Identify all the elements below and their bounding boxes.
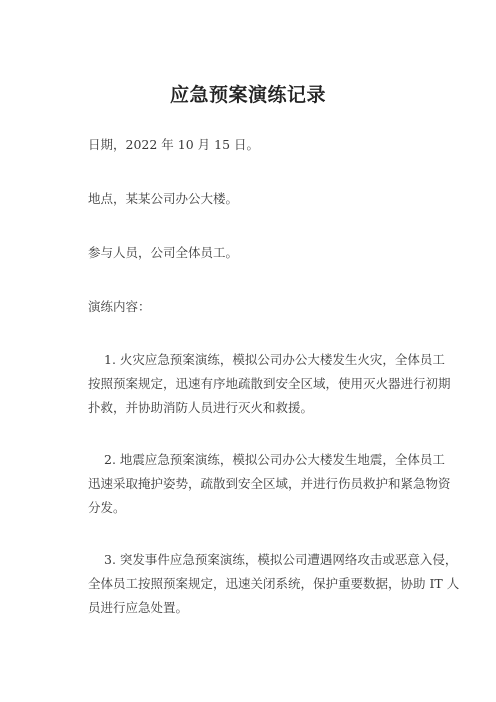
- content-heading: 演练内容：: [88, 299, 151, 314]
- drill-item-line: 扑救，并协助消防人员进行灭火和救援。: [88, 400, 314, 415]
- date-line: 日期，2022 年 10 月 15 日。: [88, 137, 259, 152]
- drill-item-line: 员进行应急处置。: [88, 600, 189, 615]
- location-line: 地点，某某公司办公大楼。: [88, 191, 239, 206]
- drill-item-line: 1. 火灾应急预案演练，模拟公司办公大楼发生火灾，全体员工: [104, 352, 445, 367]
- participants-line: 参与人员，公司全体员工。: [88, 245, 239, 260]
- drill-item-line: 全体员工按照预案规定，迅速关闭系统，保护重要数据，协助 IT 人: [88, 576, 460, 591]
- drill-item-line: 3. 突发事件应急预案演练，模拟公司遭遇网络攻击或恶意入侵，: [104, 552, 458, 567]
- drill-item-line: 迅速采取掩护姿势，疏散到安全区域，并进行伤员救护和紧急物资: [88, 476, 451, 491]
- drill-item-line: 2. 地震应急预案演练，模拟公司办公大楼发生地震，全体员工: [104, 452, 445, 467]
- document-title: 应急预案演练记录: [169, 84, 326, 106]
- drill-item-line: 按照预案规定，迅速有序地疏散到安全区域，使用灭火器进行初期: [88, 376, 451, 391]
- drill-item-line: 分发。: [88, 500, 126, 515]
